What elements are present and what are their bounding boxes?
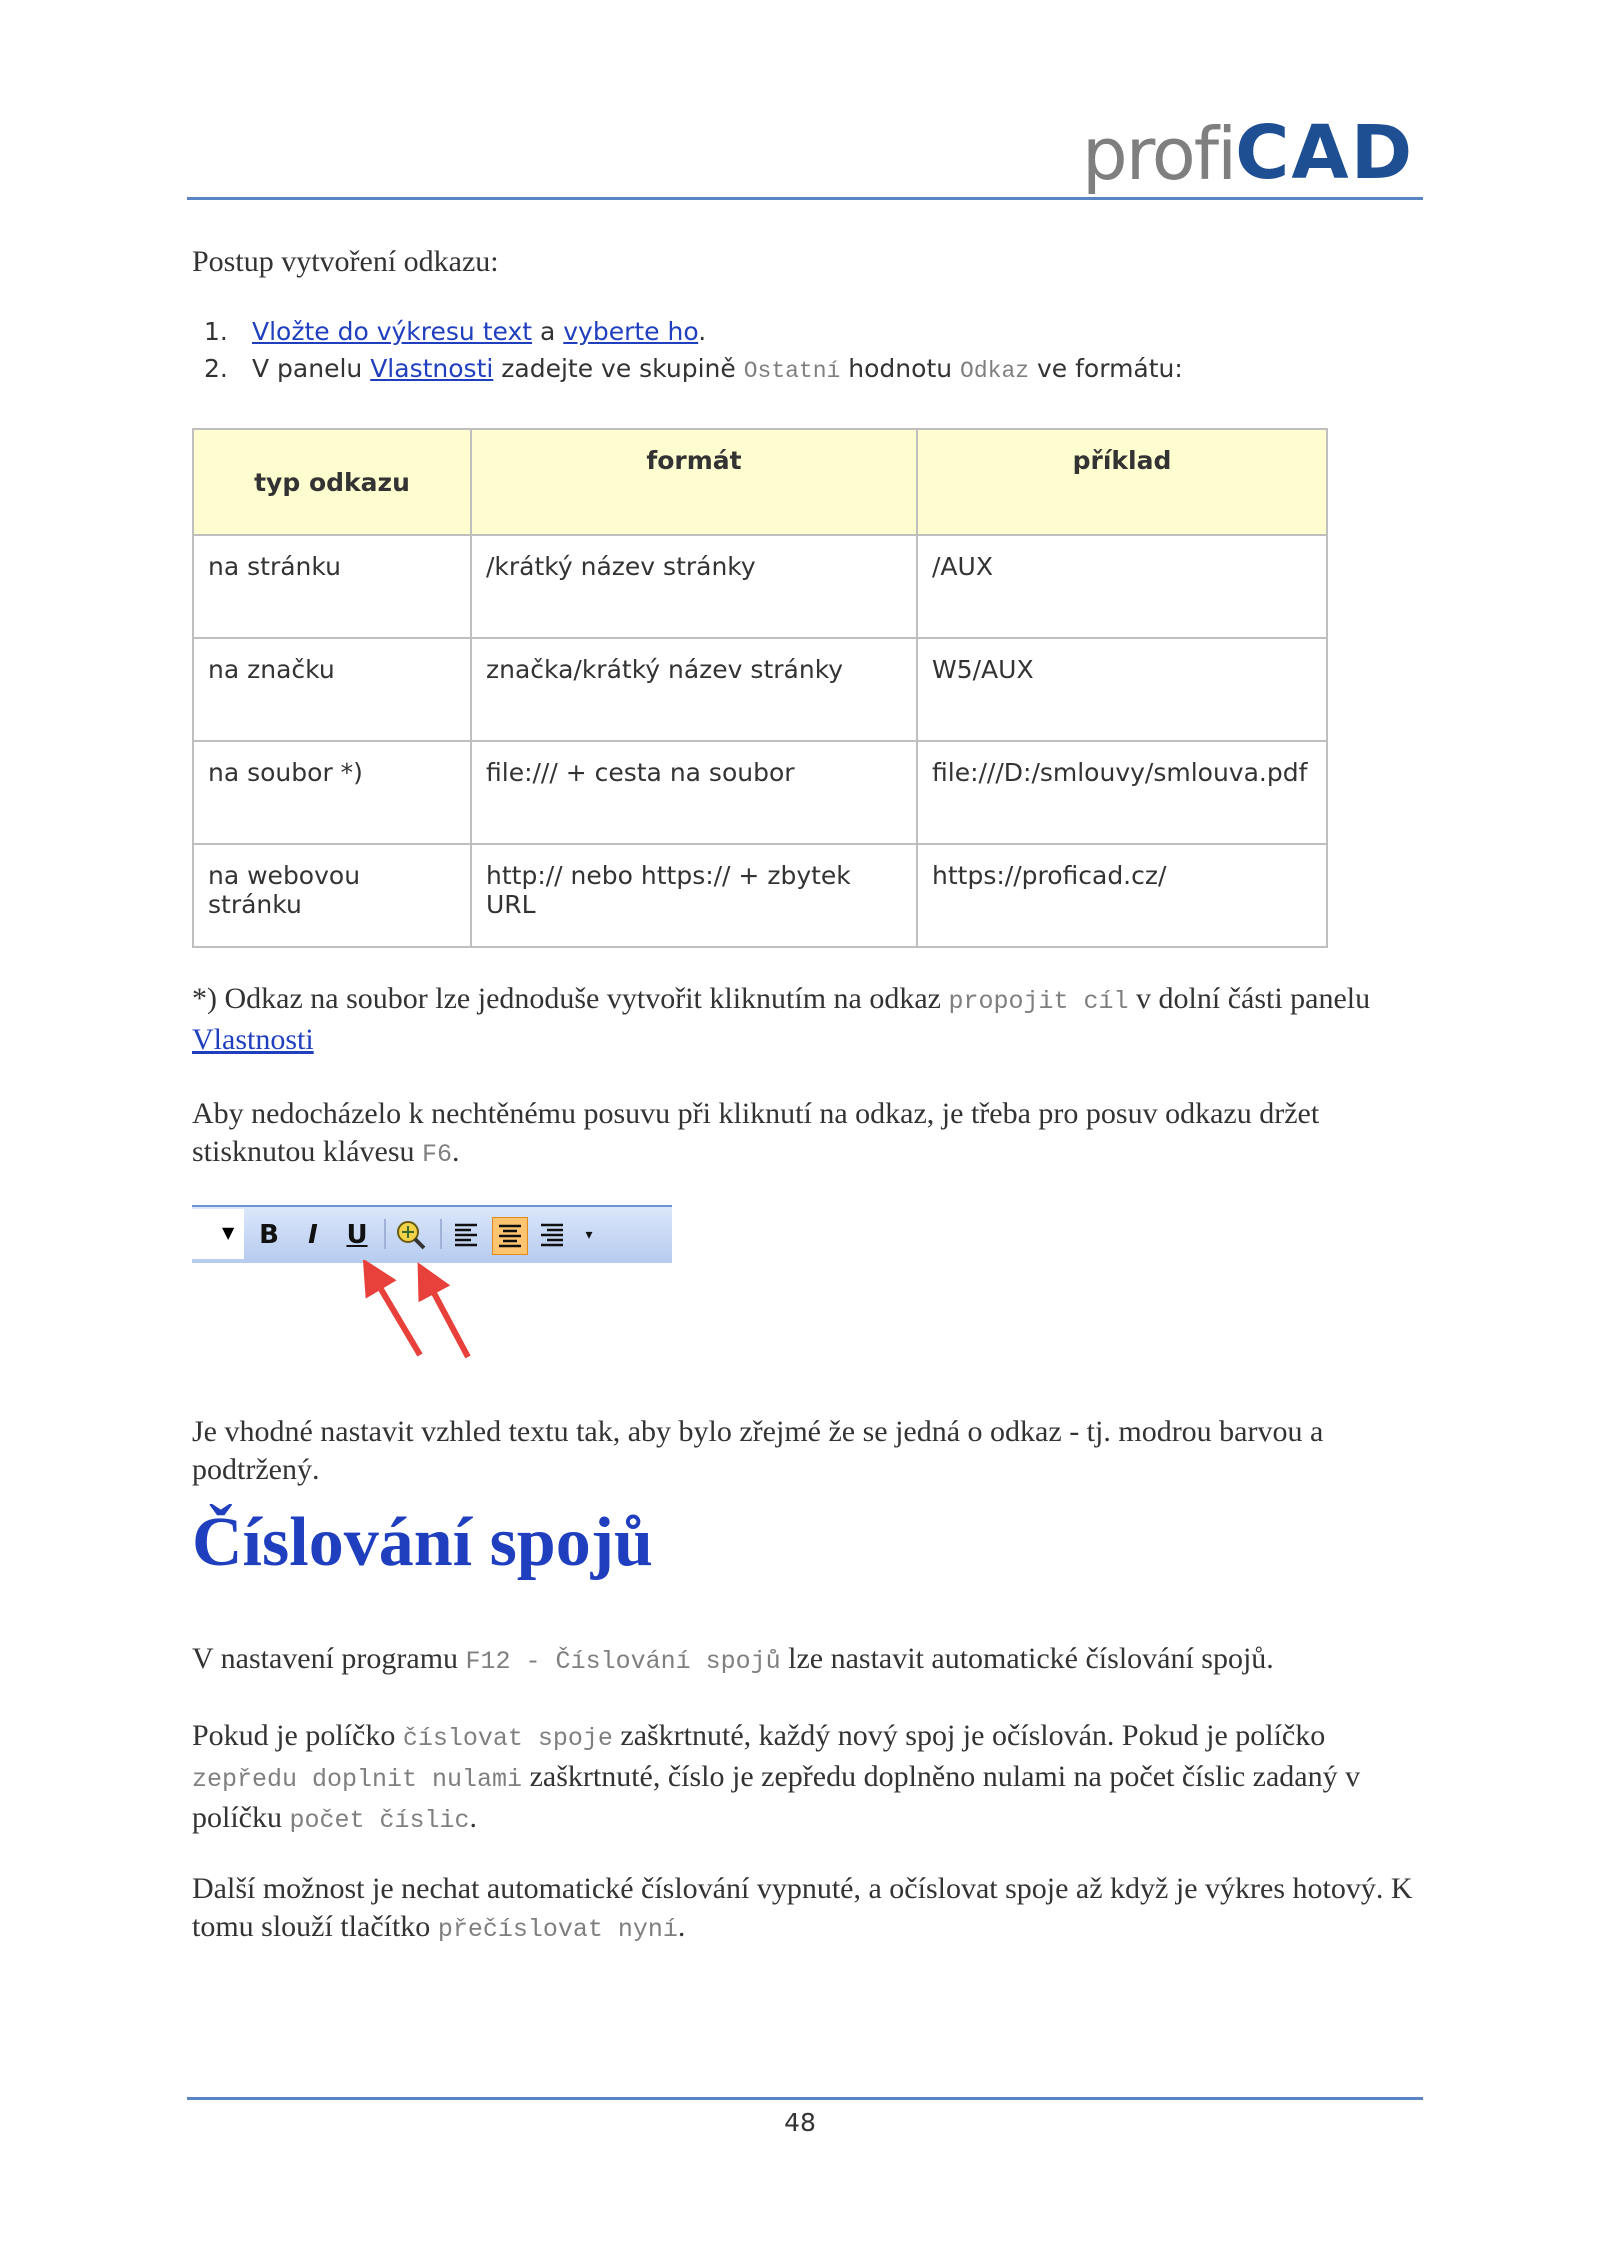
red-arrows xyxy=(360,1260,500,1370)
align-left-icon xyxy=(453,1222,481,1248)
para-text: . xyxy=(677,1910,686,1943)
underline-button[interactable]: U xyxy=(346,1220,368,1250)
table-cell: file:/// + cesta na soubor xyxy=(471,741,917,844)
align-left-button[interactable] xyxy=(450,1217,484,1253)
header-example: příklad xyxy=(917,429,1327,535)
chevron-down-icon[interactable]: ▼ xyxy=(222,1223,235,1242)
header-format: formát xyxy=(471,429,917,535)
align-center-icon xyxy=(496,1223,524,1249)
step-text xyxy=(252,350,1183,390)
table-cell: na značku xyxy=(193,638,471,741)
table-cell: na stránku xyxy=(193,535,471,638)
hyperlink-icon xyxy=(395,1219,427,1251)
code-propojit-cil: propojit cíl xyxy=(948,987,1129,1016)
formatting-toolbar xyxy=(192,1205,672,1263)
note-text: *) Odkaz na soubor lze jednoduše vytvořit kliknutím na odkaz xyxy=(192,982,949,1015)
table-cell: /krátký název stránky xyxy=(471,535,917,638)
code-f12-numbering: F12 - Číslování spojů xyxy=(465,1647,781,1676)
step-text-part: zadejte ve skupině xyxy=(493,354,744,383)
proficad-logo xyxy=(1082,100,1415,196)
drag-text: Aby nedocházelo k nechtěnému posuvu při kliknutí na odkaz, je třeba pro posuv odkazu držet stisknutou klávesu xyxy=(192,1097,1320,1168)
para-text: Pokud je políčko xyxy=(192,1719,403,1752)
link-format-table xyxy=(192,428,1328,948)
table-cell: file:///D:/smlouvy/smlouva.pdf xyxy=(917,741,1327,844)
logo-text-profi: profi xyxy=(1082,112,1236,196)
step-text-part: ve formátu: xyxy=(1029,354,1183,383)
insert-text-link[interactable]: Vložte do výkresu text xyxy=(252,317,533,346)
para-text: lze nastavit automatické číslování spojů. xyxy=(780,1642,1274,1675)
code-preclislovat-nyni: přečíslovat nyní xyxy=(437,1915,678,1944)
align-right-icon xyxy=(537,1222,565,1248)
table-cell: značka/krátký název stránky xyxy=(471,638,917,741)
intro-text: Postup vytvoření odkazu: xyxy=(192,245,499,278)
code-cislovat-spoje: číslovat spoje xyxy=(402,1724,613,1753)
code-pocet-cislic: počet číslic xyxy=(289,1806,470,1835)
select-it-link[interactable]: vyberte ho xyxy=(563,317,699,346)
numbering-para-2 xyxy=(192,1717,1422,1840)
step-text-part: hodnotu xyxy=(840,354,961,383)
table-cell: https://proficad.cz/ xyxy=(917,844,1327,947)
para-text: zaškrtnuté, každý nový spoj je očíslován. Pokud je políčko xyxy=(612,1719,1326,1752)
code-odkaz: Odkaz xyxy=(960,358,1030,384)
step-2 xyxy=(204,350,1354,390)
steps-list xyxy=(204,313,1354,390)
numbering-para-1 xyxy=(192,1640,1422,1681)
header-rule xyxy=(187,197,1423,200)
note-text: v dolní části panelu xyxy=(1128,982,1371,1015)
drag-text: . xyxy=(452,1135,460,1168)
para-text: . xyxy=(469,1801,478,1834)
properties-link[interactable]: Vlastnosti xyxy=(192,1023,314,1056)
arrow-to-hyperlink xyxy=(426,1278,468,1357)
numbering-para-3 xyxy=(192,1870,1422,1949)
bold-button[interactable]: B xyxy=(259,1220,279,1250)
toolbar-options-icon[interactable]: ▾ xyxy=(585,1227,593,1243)
table-cell: http:// nebo https:// + zbytek URL xyxy=(471,844,917,947)
table-cell: W5/AUX xyxy=(917,638,1327,741)
hyperlink-button[interactable] xyxy=(394,1217,428,1253)
align-center-button[interactable] xyxy=(492,1217,528,1255)
properties-link[interactable]: Vlastnosti xyxy=(370,354,494,383)
table-row xyxy=(193,741,1327,844)
table-header-row xyxy=(193,429,1327,535)
font-combo[interactable] xyxy=(192,1209,244,1259)
step-number: 2. xyxy=(204,354,228,383)
table-row xyxy=(193,844,1327,947)
table-cell: na soubor *) xyxy=(193,741,471,844)
code-ostatni: Ostatní xyxy=(743,358,841,384)
step-text-part: . xyxy=(698,317,707,346)
header-link-type: typ odkazu xyxy=(193,429,471,535)
italic-button[interactable]: I xyxy=(308,1220,318,1250)
style-hint: Je vhodné nastavit vzhled textu tak, aby bylo zřejmé že se jedná o odkaz - tj. modrou barvou a podtržený. xyxy=(192,1415,1324,1486)
para-text: zaškrtnuté, číslo je zepředu doplněno nulami na počet číslic zadaný v políčku xyxy=(192,1760,1361,1834)
logo-text-cad: CAD xyxy=(1235,110,1415,196)
arrow-to-underline xyxy=(372,1274,420,1355)
toolbar-separator xyxy=(384,1219,386,1249)
code-zepredu-doplnit-nulami: zepředu doplnit nulami xyxy=(192,1765,523,1794)
toolbar-separator xyxy=(440,1219,442,1249)
para-text: Další možnost je nechat automatické číslování vypnuté, a očíslovat spoje až když je výkres hotový. K tomu slouží tlačítko xyxy=(192,1872,1413,1943)
step-number: 1. xyxy=(204,317,228,346)
table-row xyxy=(193,638,1327,741)
step-text-part: V panelu xyxy=(252,354,371,383)
table-row xyxy=(193,535,1327,638)
footer-rule xyxy=(187,2097,1423,2100)
page-number: 48 xyxy=(784,2108,816,2137)
table-cell: na webovou stránku xyxy=(193,844,471,947)
step-text xyxy=(252,313,706,350)
code-f6: F6 xyxy=(422,1140,453,1169)
align-right-button[interactable] xyxy=(534,1217,568,1253)
section-heading: Číslování spojů xyxy=(192,1504,653,1581)
step-1 xyxy=(204,313,1354,350)
drag-note xyxy=(192,1095,1422,1174)
step-text-part: a xyxy=(532,317,564,346)
para-text: V nastavení programu xyxy=(192,1642,466,1675)
file-link-note xyxy=(192,980,1422,1059)
table-cell: /AUX xyxy=(917,535,1327,638)
